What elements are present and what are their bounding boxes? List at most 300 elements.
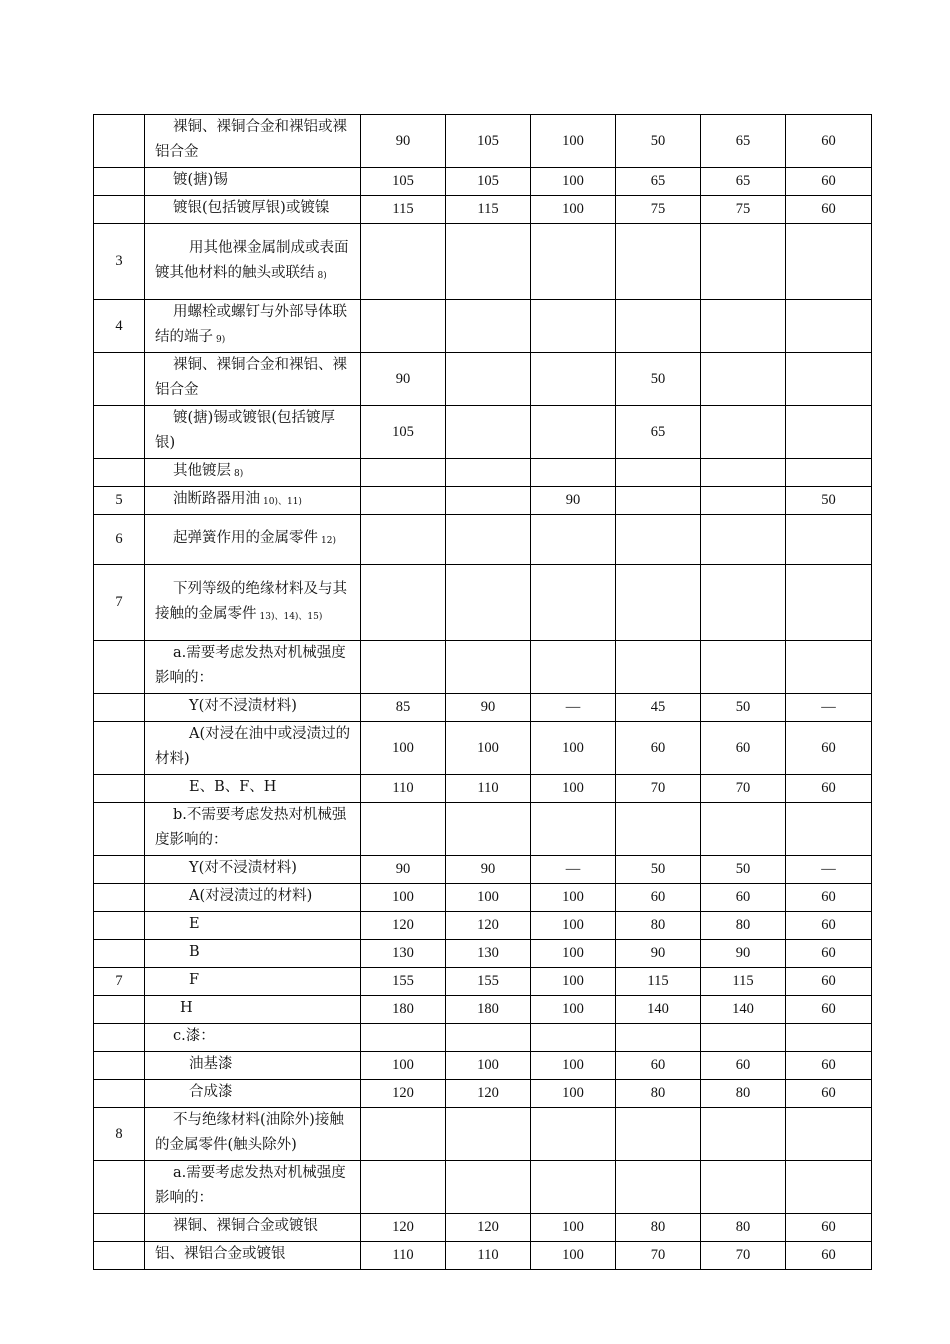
table-row [94,1080,872,1108]
item-description: 其他镀层 [173,463,231,479]
value-cell [531,803,616,856]
row-number-cell [94,300,145,353]
value: 140 [732,1001,754,1017]
table-row [94,353,872,406]
value-cell [446,803,531,856]
row-number-cell [94,856,145,884]
item-description-cell [145,940,361,968]
value-cell [361,1214,446,1242]
value-cell [361,694,446,722]
temperature-limit-table [93,114,872,1270]
value-cell [616,406,701,459]
value-cell [786,168,872,196]
footnote-marker: 13)、14)、15) [259,611,323,622]
value: 100 [562,945,584,961]
item-description-cell [145,353,361,406]
value: 70 [735,1247,751,1263]
value: 105 [392,173,414,189]
value: 100 [477,739,499,756]
value-cell [616,115,701,168]
value: 130 [477,945,499,961]
value-cell [616,940,701,968]
item-description-cell [145,1080,361,1108]
value-cell [446,168,531,196]
item-description: 用其他裸金属制成或表面镀其他材料的触头或联结 [155,239,349,281]
value-cell [446,641,531,694]
item-description-cell [145,856,361,884]
value-cell [361,115,446,168]
table-row [94,884,872,912]
item-description-cell [145,115,361,168]
value-cell [616,565,701,641]
item-description-cell [145,1161,361,1214]
value: 60 [821,917,836,933]
value-cell [616,884,701,912]
item-description: 起弹簧作用的金属零件 [173,530,318,546]
value-cell [786,775,872,803]
value-cell [361,168,446,196]
row-number: 4 [115,317,123,334]
item-description: c.漆： [173,1028,215,1044]
item-description: b.不需要考虑发热对机械强度影响的： [155,807,347,848]
value: 80 [650,1219,666,1235]
value-cell [531,1242,616,1270]
value-cell [701,641,786,694]
value: 50 [650,370,666,387]
value: 80 [650,917,666,933]
value-cell [361,1080,446,1108]
value-cell [786,1161,872,1214]
value-cell [701,515,786,565]
item-description-cell [145,1052,361,1080]
item-description-cell [145,722,361,775]
value-cell [786,884,872,912]
table-row [94,1108,872,1161]
value-cell [446,196,531,224]
table-row [94,641,872,694]
table-row [94,459,872,487]
value: 100 [392,889,414,905]
value: 60 [821,945,836,961]
item-description: 用螺栓或螺钉与外部导体联结的端子 [155,304,347,345]
value-cell [531,487,616,515]
value-cell [786,856,872,884]
value-cell [446,1242,531,1270]
value-cell [616,803,701,856]
item-description: 裸铜、裸铜合金和裸铝、裸铝合金 [155,357,347,398]
table-row [94,406,872,459]
value-cell [701,1024,786,1052]
value-cell [446,300,531,353]
value-cell [531,168,616,196]
value-cell [531,1080,616,1108]
value: 100 [562,780,584,796]
item-description-cell [145,300,361,353]
value-cell [701,996,786,1024]
item-description: E [189,916,200,932]
value-cell [361,487,446,515]
value: 80 [735,1219,751,1235]
value-cell [701,224,786,300]
value: 100 [392,739,414,756]
value: 60 [821,1057,836,1073]
table-row [94,487,872,515]
value-cell [786,353,872,406]
item-description-cell [145,803,361,856]
value: 50 [821,492,836,508]
value-cell [446,968,531,996]
row-number-cell [94,1242,145,1270]
value: 70 [735,780,751,796]
value: 60 [821,1247,836,1263]
value-cell [701,115,786,168]
row-number-cell [94,353,145,406]
table-row [94,803,872,856]
item-description: 镀(搪)锡或镀银(包括镀厚银) [155,410,335,451]
value-cell [701,694,786,722]
value-cell [616,459,701,487]
row-number-cell [94,565,145,641]
item-description-cell [145,884,361,912]
item-description: 下列等级的绝缘材料及与其接触的金属零件 [155,580,347,622]
item-description-cell [145,996,361,1024]
item-description: Y(对不浸渍材料) [189,698,297,714]
footnote-marker: 10)、11) [263,497,302,507]
value: 70 [650,1247,666,1263]
value-cell [701,775,786,803]
value-cell [361,406,446,459]
table-row [94,775,872,803]
value-cell [616,1052,701,1080]
value: 90 [735,945,751,961]
item-description-cell [145,1242,361,1270]
footnote-marker: 8) [234,469,244,479]
value: — [821,861,836,877]
item-description: 不与绝缘材料(油除外)接触的金属零件(触头除外) [155,1112,344,1153]
item-description: 油基漆 [189,1056,233,1072]
value-cell [701,565,786,641]
value-cell [361,300,446,353]
row-number: 5 [115,492,123,508]
value-cell [786,803,872,856]
row-number-cell [94,968,145,996]
value-cell [616,224,701,300]
value-cell [361,940,446,968]
value: — [565,861,581,877]
value: 110 [392,780,414,796]
value-cell [786,940,872,968]
value-cell [616,196,701,224]
value-cell [616,487,701,515]
value: 115 [477,201,499,217]
value: 90 [395,370,411,387]
row-number: 6 [115,531,123,547]
value-cell [531,1161,616,1214]
value-cell [446,1080,531,1108]
value-cell [531,641,616,694]
row-number-cell [94,1214,145,1242]
value-cell [531,912,616,940]
value-cell [361,353,446,406]
value-cell [616,641,701,694]
item-description-cell [145,912,361,940]
value: 100 [562,132,584,149]
item-description-cell [145,1214,361,1242]
value-cell [531,1052,616,1080]
item-description: 裸铜、裸铜合金或镀银 [173,1218,318,1234]
value-cell [786,224,872,300]
value-cell [361,515,446,565]
row-number-cell [94,694,145,722]
row-number-cell [94,775,145,803]
value: 90 [480,861,496,877]
value: 90 [395,861,411,877]
item-description: a.需要考虑发热对机械强度影响的： [155,645,346,686]
value: 60 [821,173,836,189]
value: 110 [392,1247,414,1263]
value-cell [786,1242,872,1270]
value-cell [701,1214,786,1242]
item-description: A(对浸在油中或浸渍过的材料) [155,726,351,767]
table-row [94,196,872,224]
row-number: 8 [115,1125,123,1142]
value: 100 [562,173,584,189]
value: 60 [650,739,666,756]
value: 180 [477,1001,499,1017]
item-description: F [189,972,200,988]
item-description-cell [145,224,361,300]
value: 90 [395,132,411,149]
value-cell [701,487,786,515]
value: 65 [735,173,751,189]
value-cell [616,694,701,722]
value: 85 [395,699,411,715]
row-number-cell [94,168,145,196]
table-row [94,722,872,775]
value-cell [361,884,446,912]
item-description-cell [145,406,361,459]
value: 105 [477,173,499,189]
value-cell [701,1052,786,1080]
value-cell [701,406,786,459]
value-cell [446,353,531,406]
value-cell [616,856,701,884]
value: 60 [821,739,836,756]
value: 60 [735,889,751,905]
value-cell [361,1052,446,1080]
value: 105 [477,132,499,149]
value-cell [446,912,531,940]
value: 105 [392,423,414,440]
value-cell [531,722,616,775]
value: 100 [477,889,499,905]
value: 60 [821,132,836,149]
value-cell [361,565,446,641]
value-cell [616,1161,701,1214]
value: 75 [650,201,666,217]
value: 60 [650,1057,666,1073]
value-cell [786,1080,872,1108]
value-cell [616,968,701,996]
value-cell [701,459,786,487]
value-cell [531,1108,616,1161]
value-cell [616,722,701,775]
table-row [94,515,872,565]
value-cell [786,300,872,353]
value: 60 [821,1219,836,1235]
value-cell [786,996,872,1024]
row-number-cell [94,406,145,459]
value-cell [361,996,446,1024]
row-number: 3 [115,253,123,269]
value-cell [531,968,616,996]
value: 60 [735,739,751,756]
value-cell [361,968,446,996]
item-description: A(对浸渍过的材料) [189,888,313,904]
item-description: a.需要考虑发热对机械强度影响的： [155,1165,346,1206]
table-row [94,856,872,884]
value: 130 [392,945,414,961]
value-cell [361,1161,446,1214]
table-row [94,694,872,722]
value-cell [701,1242,786,1270]
value-cell [786,196,872,224]
value-cell [786,487,872,515]
value-cell [616,1214,701,1242]
value: 80 [735,1085,751,1101]
value-cell [446,224,531,300]
item-description-cell [145,515,361,565]
row-number-cell [94,996,145,1024]
value-cell [786,1052,872,1080]
value-cell [531,196,616,224]
value-cell [446,565,531,641]
row-number-cell [94,884,145,912]
value-cell [701,884,786,912]
table-row [94,115,872,168]
value: 50 [735,861,751,877]
value-cell [446,722,531,775]
item-description-cell [145,487,361,515]
value: 50 [650,132,666,149]
value: 60 [735,1057,751,1073]
item-description-cell [145,775,361,803]
value-cell [701,1108,786,1161]
value: 100 [562,1085,584,1101]
value: 100 [562,973,584,989]
value-cell [531,996,616,1024]
row-number-cell [94,722,145,775]
value-cell [616,996,701,1024]
value: 140 [647,1001,669,1017]
value-cell [531,884,616,912]
value: 80 [735,917,751,933]
table-row [94,1214,872,1242]
value-cell [616,168,701,196]
value: — [821,699,836,715]
value: 120 [477,917,499,933]
value: 120 [477,1219,499,1235]
value-cell [446,1161,531,1214]
value-cell [446,1214,531,1242]
value-cell [446,940,531,968]
value: 120 [392,1085,414,1101]
item-description-cell [145,565,361,641]
value-cell [446,515,531,565]
value-cell [446,406,531,459]
item-description-cell [145,168,361,196]
row-number-cell [94,940,145,968]
row-number-cell [94,1161,145,1214]
value-cell [786,912,872,940]
item-description-cell [145,968,361,996]
value-cell [361,1024,446,1052]
value-cell [786,406,872,459]
value-cell [446,884,531,912]
value-cell [361,775,446,803]
row-number-cell [94,803,145,856]
value-cell [701,1080,786,1108]
row-number-cell [94,641,145,694]
item-description: B [189,944,200,960]
value-cell [531,1214,616,1242]
value-cell [531,353,616,406]
item-description-cell [145,459,361,487]
value-cell [701,722,786,775]
value: 90 [565,492,581,508]
row-number-cell [94,1108,145,1161]
value-cell [361,196,446,224]
value: 60 [821,1001,836,1017]
value: 75 [735,201,751,217]
value-cell [616,300,701,353]
table-row [94,565,872,641]
value-cell [361,912,446,940]
value-cell [531,856,616,884]
value-cell [786,694,872,722]
row-number-cell [94,487,145,515]
value-cell [701,803,786,856]
value: 60 [821,201,836,217]
value: 60 [821,973,836,989]
item-description: E、B、F、H [189,779,277,795]
value: 100 [562,889,584,905]
table-row [94,1052,872,1080]
value: 90 [650,945,666,961]
value: 60 [821,780,836,796]
value: 100 [562,1219,584,1235]
item-description: 镀银(包括镀厚银)或镀镍 [173,200,330,216]
row-number-cell [94,196,145,224]
value-cell [531,940,616,968]
value-cell [531,1024,616,1052]
table-row [94,168,872,196]
value: 50 [650,861,666,877]
item-description: 油断路器用油 [173,491,260,507]
value-cell [446,694,531,722]
value-cell [446,775,531,803]
value-cell [701,940,786,968]
value-cell [361,856,446,884]
value: 100 [562,201,584,217]
value: 60 [821,1085,836,1101]
value: 100 [562,1247,584,1263]
value-cell [786,1024,872,1052]
table-row [94,996,872,1024]
value-cell [616,515,701,565]
value: 100 [562,1057,584,1073]
value-cell [531,300,616,353]
